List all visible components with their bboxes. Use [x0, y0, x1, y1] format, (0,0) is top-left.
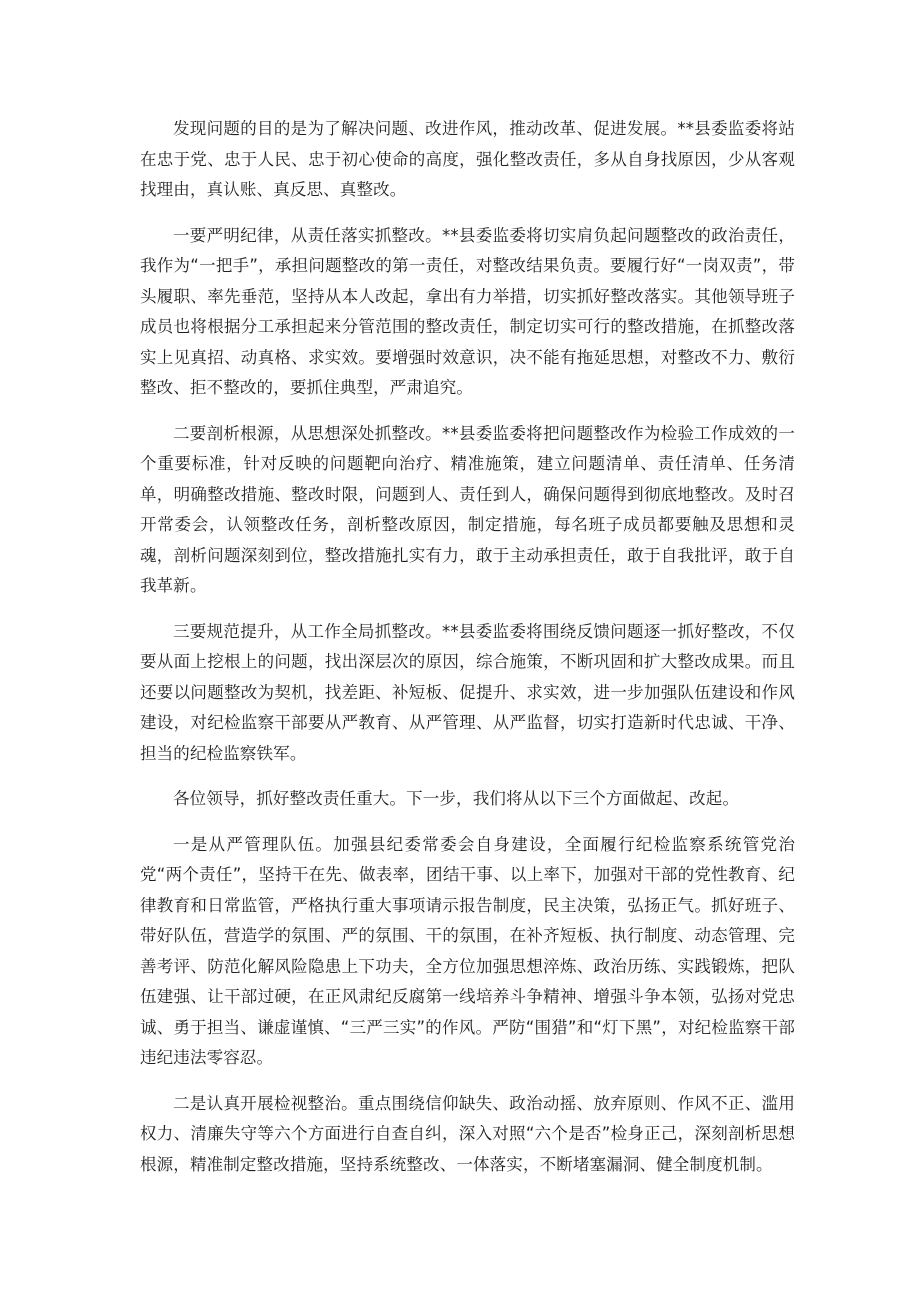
paragraph-step-2: 二是认真开展检视整治。重点围绕信仰缺失、政治动摇、放弃原则、作风不正、滥用权力、清廉失守等六个方面进行自查自纠，深入对照“六个是否”检身正己，深刻剖析思想根源，精准制定整改措施，坚持系统整改、一体落实，不断堵塞漏洞、健全制度机制。 [140, 1093, 795, 1174]
paragraph-transition: 各位领导，抓好整改责任重大。下一步，我们将从以下三个方面做起、改起。 [173, 789, 740, 808]
paragraph-point-2: 二要剖析根源，从思想深处抓整改。**县委监委将把问题整改作为检验工作成效的一个重要标准，针对反映的问题靶向治疗、精准施策，建立问题清单、责任清单、任务清单，明确整改措施、整改时限，问题到人、责任到人，确保问题得到彻底地整改。及时召开常委会，认领整改任务，剖析整改原因，制定措施，每名班子成员都要触及思想和灵魂，剖析问题深刻到位，整改措施扎实有力，敢于主动承担责任，敢于自我批评，敢于自我革新。 [140, 423, 795, 595]
paragraph-step-1: 一是从严管理队伍。加强县纪委常委会自身建设，全面履行纪检监察系统管党治党“两个责任”，坚持干在先、做表率，团结干事、以上率下，加强对干部的党性教育、纪律教育和日常监管，严格执行重大事项请示报告制度，民主决策，弘扬正气。抓好班子、带好队伍，营造学的氛围、严的氛围、干的氛围，在补齐短板、执行制度、动态管理、完善考评、防范化解风险隐患上下功夫，全方位加强思想淬炼、政治历练、实践锻炼，把队伍建强、让干部过硬，在正风肃纪反腐第一线培养斗争精神、增强斗争本领，弘扬对党忠诚、勇于担当、谦虚谨慎、“三严三实”的作风。严防“围猎”和“灯下黑”，对纪检监察干部违纪违法零容忍。 [140, 834, 795, 1067]
paragraph-intro: 发现问题的目的是为了解决问题、改进作风，推动改革、促进发展。**县委监委将站在忠于党、忠于人民、忠于初心使命的高度，强化整改责任，多从自身找原因，少从客观找理由，真认账、真反思、真整改。 [140, 119, 795, 199]
paragraph-point-1: 一要严明纪律，从责任落实抓整改。**县委监委将切实肩负起问题整改的政治责任，我作为“一把手”，承担问题整改的第一责任，对整改结果负责。要履行好“一岗双责”，带头履职、率先垂范，坚持从本人改起，拿出有力举措，切实抓好整改落实。其他领导班子成员也将根据分工承担起来分管范围的整改责任，制定切实可行的整改措施，在抓整改落实上见真招、动真格、求实效。要增强时效意识，决不能有拖延思想，对整改不力、敷衍整改、拒不整改的，要抓住典型，严肃追究。 [140, 225, 795, 397]
paragraph-point-3: 三要规范提升，从工作全局抓整改。**县委监委将围绕反馈问题逐一抓好整改，不仅要从面上挖根上的问题，找出深层次的原因，综合施策，不断巩固和扩大整改成果。而且还要以问题整改为契机，找差距、补短板、促提升、求实效，进一步加强队伍建设和作风建设，对纪检监察干部要从严教育、从严管理、从严监督，切实打造新时代忠诚、干净、担当的纪检监察铁军。 [140, 621, 795, 763]
document-body [140, 114, 795, 1195]
